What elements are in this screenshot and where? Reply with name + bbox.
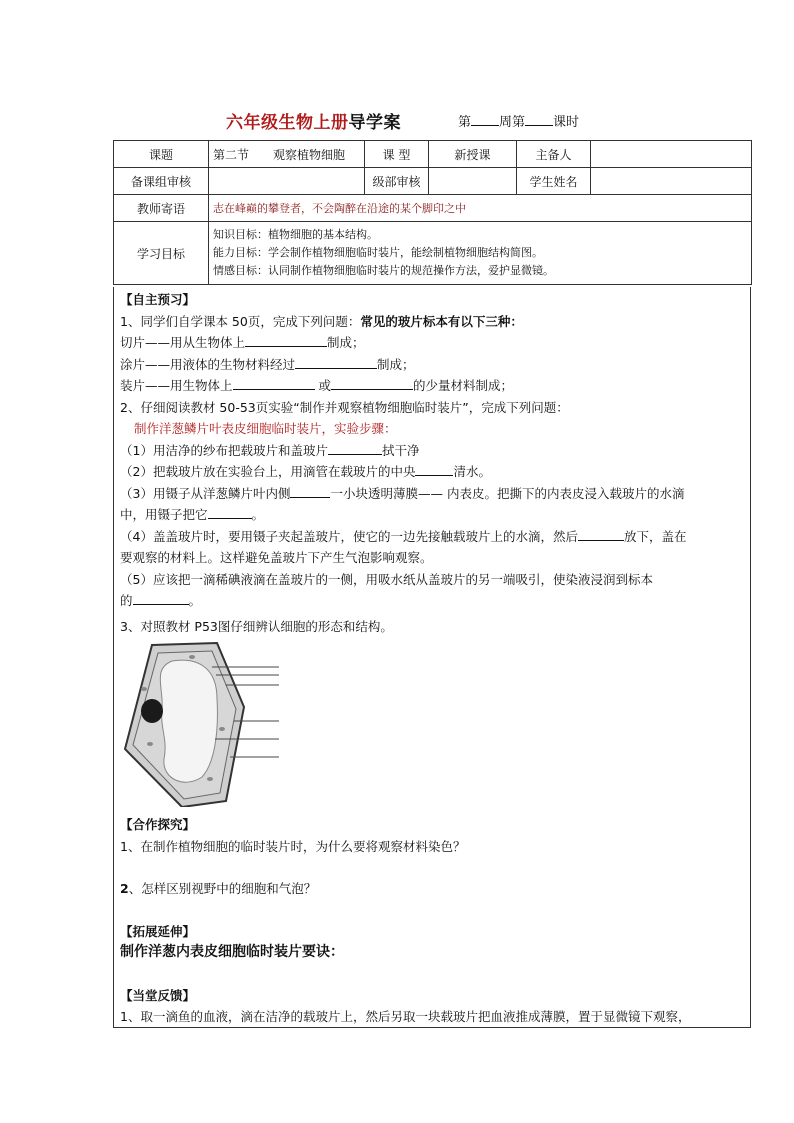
goal-emotion: 情感目标：认同制作植物细胞临时装片的规范操作方法，爱护显微镜。 — [213, 264, 554, 277]
step-4 — [120, 526, 750, 548]
value-student-name[interactable] — [591, 168, 752, 195]
step-2-suffix: 清水。 — [453, 464, 491, 479]
mount-or: 或 — [318, 378, 332, 393]
step-3-cont — [120, 504, 750, 526]
worksheet-content — [120, 289, 750, 637]
label-grade-review: 级部审核 — [365, 168, 429, 195]
answer-blank[interactable] — [331, 375, 413, 390]
answer-blank[interactable] — [208, 504, 252, 519]
extend-text: 制作洋葱内表皮细胞临时装片要诀： — [120, 944, 344, 960]
goal-ability: 能力目标：学会制作植物细胞临时装片，能绘制植物细胞结构简图。 — [213, 246, 543, 259]
section-suffix: 制成； — [327, 335, 365, 350]
goal-knowledge: 知识目标：植物细胞的基本结构。 — [213, 228, 378, 241]
step-1-text: （1）用洁净的纱布把载玻片和盖玻片 — [120, 442, 328, 458]
header-table — [113, 140, 752, 285]
section-heading-feedback: 【当堂反馈】 — [120, 987, 196, 1003]
step-5-cont-text: 的 — [120, 593, 133, 608]
explore-q2-number: 2 — [120, 881, 129, 896]
week-blank[interactable] — [471, 113, 499, 126]
title-grade: 六年级 — [226, 113, 279, 133]
q1-bold: 常见的玻片标本有以下三种： — [360, 313, 523, 329]
answer-space[interactable] — [120, 857, 750, 878]
nucleus — [141, 699, 163, 723]
vacuole — [160, 660, 217, 782]
label-student-name: 学生姓名 — [517, 168, 591, 195]
table-row — [114, 168, 752, 195]
smear-text: 涂片——用液体的生物材料经过 — [120, 356, 296, 372]
worksheet-content-lower — [120, 814, 750, 1028]
title-row — [0, 108, 794, 134]
chloroplast — [141, 687, 147, 691]
step-2-text: （2）把载玻片放在实验台上，用滴管在载玻片的中央 — [120, 464, 416, 479]
chloroplast — [207, 777, 213, 781]
label-preparer: 主备人 — [517, 141, 591, 168]
week-period — [458, 111, 579, 130]
value-topic: 第二节 观察植物细胞 — [209, 141, 365, 168]
step-3 — [120, 483, 750, 505]
q1-text: 1、同学们自学课本 50页，完成下列问题： — [120, 313, 361, 329]
answer-space[interactable] — [120, 900, 750, 921]
slide-type-smear — [120, 354, 750, 376]
title-doc: 导学案 — [348, 113, 401, 133]
mount-text: 装片——用生物体上 — [120, 378, 233, 393]
step-2 — [120, 461, 750, 483]
slide-type-mount — [120, 375, 750, 397]
explore-question-2 — [120, 878, 750, 900]
section-heading-explore: 【合作探究】 — [120, 817, 196, 832]
value-group-review[interactable] — [209, 168, 365, 195]
worksheet-body — [113, 287, 751, 1028]
answer-blank[interactable] — [290, 483, 330, 498]
period-blank[interactable] — [525, 113, 553, 126]
chloroplast — [147, 742, 153, 746]
learning-goals — [209, 222, 752, 285]
explore-question-1: 1、在制作植物细胞的临时装片时，为什么要将观察材料染色？ — [120, 838, 466, 854]
label-group-review: 备课组审核 — [114, 168, 209, 195]
label-topic: 课题 — [114, 141, 209, 168]
table-row — [114, 195, 752, 222]
section-heading-extend: 【拓展延伸】 — [120, 923, 196, 939]
step-5: （5）应该把一滴稀碘液滴在盖玻片的一侧，用吸水纸从盖玻片的另一端吸引，使染液浸润到标本 — [120, 571, 653, 587]
slide-type-section — [120, 332, 750, 354]
label-teacher-message: 教师寄语 — [114, 195, 209, 222]
answer-blank[interactable] — [295, 354, 377, 369]
step-5-cont — [120, 590, 750, 612]
section-heading-preview: 【自主预习】 — [120, 292, 196, 307]
table-row — [114, 141, 752, 168]
label-learning-goals: 学习目标 — [114, 222, 209, 285]
title-subject: 生物上册 — [278, 113, 349, 133]
value-lesson-type: 新授课 — [429, 141, 517, 168]
chloroplast — [219, 727, 225, 731]
answer-blank[interactable] — [245, 332, 327, 347]
question-2-red: 制作洋葱鳞片叶表皮细胞临时装片，实验步骤： — [134, 421, 397, 436]
table-row — [114, 222, 752, 285]
answer-blank[interactable] — [578, 526, 624, 541]
step-5-end: 。 — [188, 593, 202, 608]
answer-blank[interactable] — [133, 590, 189, 605]
week-mid: 周第 — [499, 115, 526, 130]
value-grade-review[interactable] — [429, 168, 517, 195]
step-3-cont-text: 中，用镊子把它 — [120, 507, 208, 522]
mount-suffix: 的少量材料制成； — [413, 378, 514, 393]
feedback-question-1: 1、取一滴鱼的血液，滴在洁净的载玻片上，然后另取一块载玻片把血液推成薄膜，置于显微镜下观察， — [120, 1009, 691, 1024]
step-1 — [120, 440, 750, 462]
chloroplast — [189, 655, 195, 659]
question-1 — [120, 311, 750, 333]
step-4-mid: 放下，盖在 — [623, 528, 687, 544]
page-title — [226, 108, 401, 133]
section-text: 切片——用从生物体上 — [120, 335, 246, 350]
step-4-text: （4）盖盖玻片时，要用镊子夹起盖玻片，使它的一边先接触载玻片上的水滴，然后 — [120, 528, 578, 544]
answer-blank[interactable] — [328, 440, 382, 455]
answer-blank[interactable] — [415, 461, 453, 476]
step-4-cont: 要观察的材料上。这样避免盖玻片下产生气泡影响观察。 — [120, 550, 433, 565]
answer-blank[interactable] — [233, 375, 315, 390]
question-3: 3、对照教材 P53图仔细辨认细胞的形态和结构。 — [120, 618, 393, 634]
plant-cell-diagram — [122, 639, 282, 807]
step-3-mid: 一小块透明薄膜—— 内表皮。把撕下的内表皮浸入载玻片的水滴 — [330, 485, 685, 501]
step-3-text: （3）用镊子从洋葱鳞片叶内侧 — [120, 485, 291, 501]
smear-suffix: 制成； — [377, 356, 415, 372]
teacher-message: 志在峰巅的攀登者，不会陶醉在沿途的某个脚印之中 — [209, 195, 752, 222]
explore-q2-text: 、怎样区别视野中的细胞和气泡？ — [128, 881, 317, 896]
answer-space[interactable] — [120, 964, 750, 985]
label-lesson-type: 课 型 — [365, 141, 429, 168]
step-3-end: 。 — [251, 507, 265, 522]
week-prefix: 第 — [458, 115, 472, 130]
value-preparer[interactable] — [591, 141, 752, 168]
question-2: 2、仔细阅读教材 50-53页实验“制作并观察植物细胞临时装片”，完成下列问题： — [120, 399, 569, 415]
week-suffix: 课时 — [553, 115, 580, 130]
step-1-suffix: 拭干净 — [381, 442, 420, 458]
